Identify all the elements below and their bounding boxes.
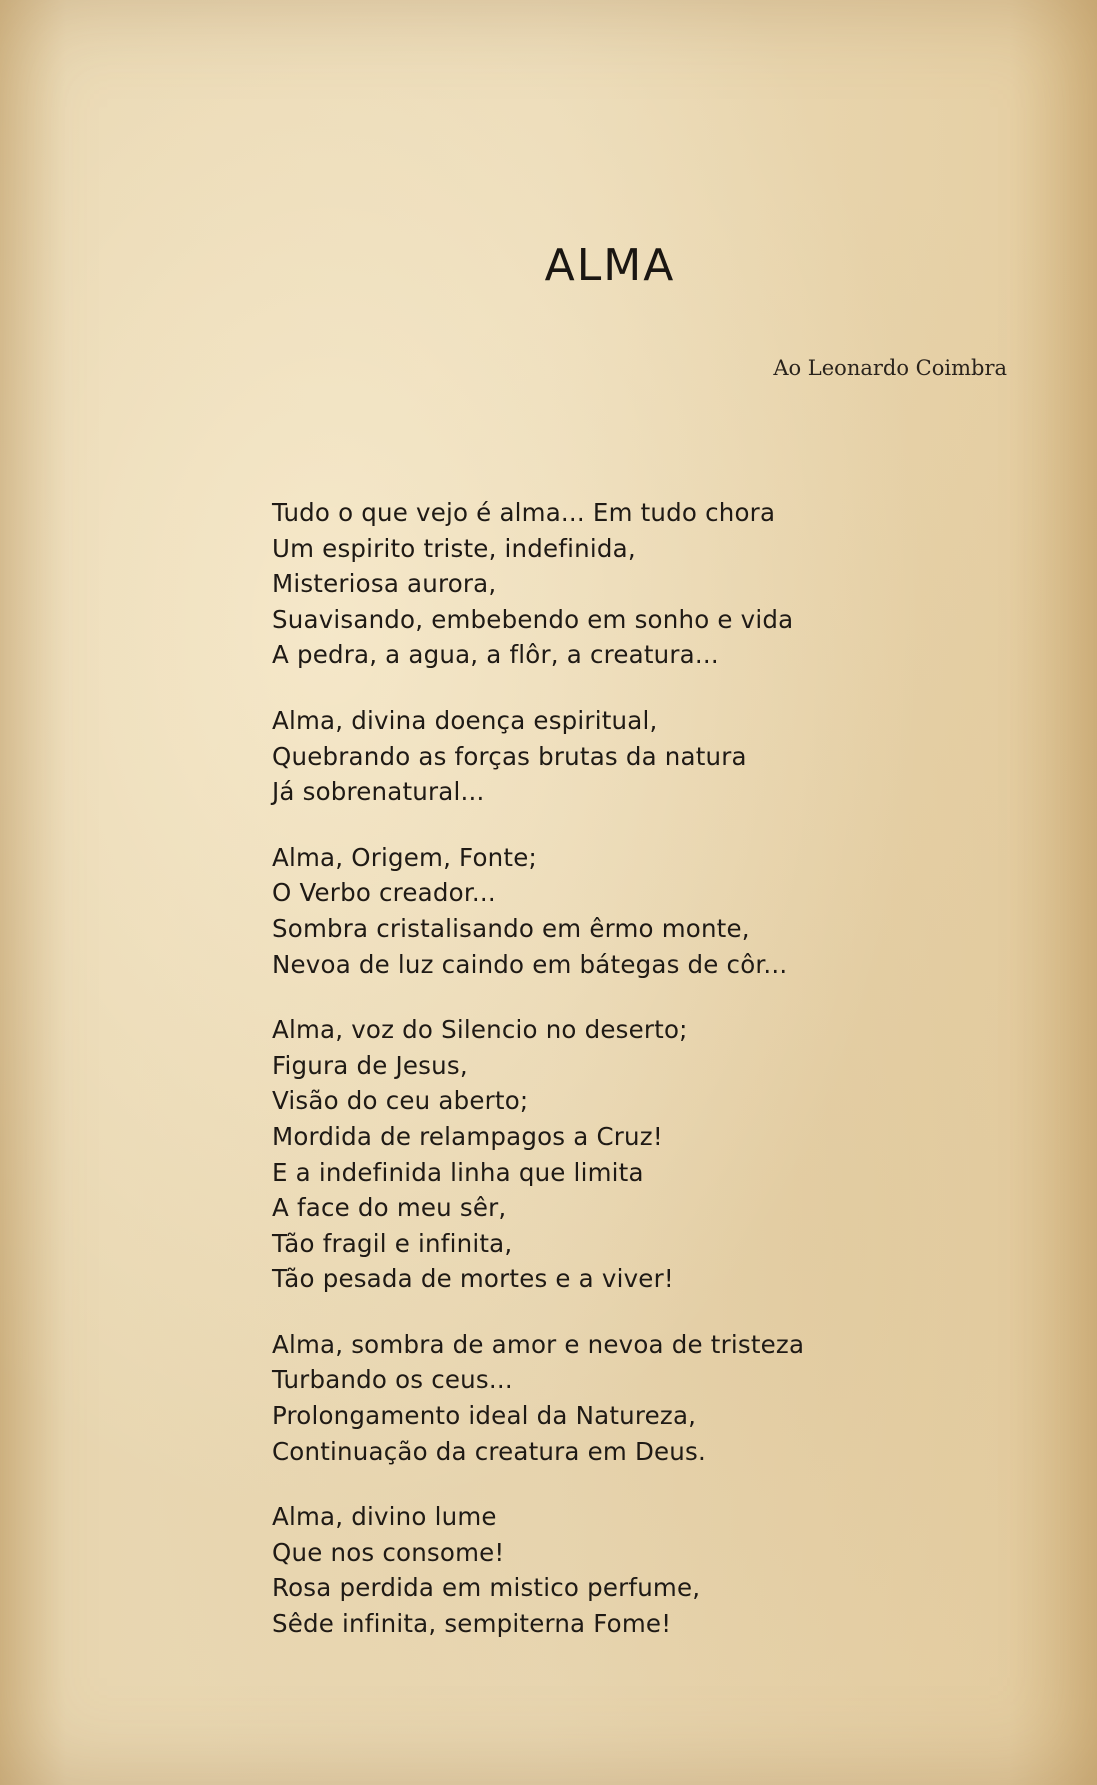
verse-line: Mordida de relampagos a Cruz! [272,1121,663,1151]
verse-line: A pedra, a agua, a flôr, a creatura... [272,640,719,670]
stanza-5 [272,1327,1052,1469]
verse-line: Que nos consome! [272,1537,505,1567]
verse-line: Figura de Jesus, [272,1050,468,1080]
verse-line: Tudo o que vejo é alma... Em tudo chora [272,498,776,527]
verse-line: Turbando os ceus... [272,1365,513,1395]
verse-line: Continuação da creatura em Deus. [272,1436,706,1466]
verse-line: Um espirito triste, indefinida, [272,533,636,563]
poem-body [272,495,1052,1672]
verse-line: E a indefinida linha que limita [272,1157,644,1187]
stanza-3 [272,840,1052,982]
verse-line: Alma, sombra de amor e nevoa de tristeza [272,1329,805,1359]
dedication: Ao Leonardo Coimbra [773,356,1007,380]
verse-line: Sêde infinita, sempiterna Fome! [272,1609,672,1639]
verse-line: Alma, divina doença espiritual, [272,705,658,735]
verse-line: Tão pesada de mortes e a viver! [272,1264,674,1294]
verse-line: A face do meu sêr, [272,1193,507,1223]
poem-title: ALMA [544,240,676,291]
verse-line: Visão do ceu aberto; [272,1086,529,1116]
stanza-1 [272,495,1052,673]
verse-line: Tão fragil e infinita, [272,1228,513,1258]
verse-line: Nevoa de luz caindo em bátegas de côr... [272,949,788,979]
verse-line: Alma, voz do Silencio no deserto; [272,1015,688,1045]
verse-line: Prolongamento ideal da Natureza, [272,1401,697,1431]
verse-line: Já sobrenatural... [272,777,485,807]
verse-line: Suavisando, embebendo em sonho e vida [272,604,794,634]
verse-line: Rosa perdida em mistico perfume, [272,1573,701,1603]
verse-line: Misteriosa aurora, [272,569,497,599]
verse-line: Alma, Origem, Fonte; [272,842,537,872]
verse-line: Sombra cristalisando em êrmo monte, [272,913,750,943]
stanza-2 [272,703,1052,810]
verse-line: O Verbo creador... [272,878,496,908]
stanza-6 [272,1499,1052,1641]
verse-line: Quebrando as forças brutas da natura [272,741,747,771]
stanza-4 [272,1012,1052,1297]
verse-line: Alma, divino lume [272,1502,497,1532]
